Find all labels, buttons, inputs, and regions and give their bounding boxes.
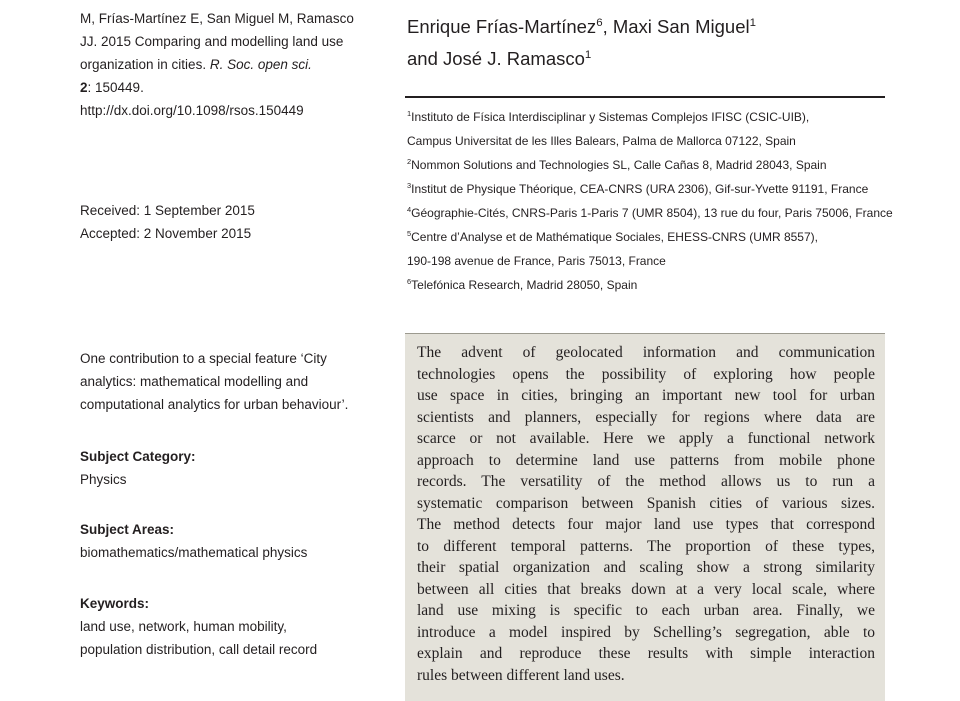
affiliation-line: $^2$Nommon Solutions and Technologies SL, Calle Cañas 8, Madrid 28043, Spain	[407, 157, 827, 172]
abstract-line: approach to determine land use patterns from mobile phone	[417, 451, 875, 469]
citation-line: M, Frías-Martínez E, San Miguel M, Ramasco	[80, 11, 354, 26]
keywords	[80, 592, 317, 661]
doi-link[interactable]: http://dx.doi.org/10.1098/rsos.150449	[80, 103, 304, 118]
keywords-line: population distribution, call detail record	[80, 642, 318, 657]
abstract-line: technologies opens the possibility of exploring how people	[417, 365, 875, 383]
abstract-line: records. The versatility of the method allows us to run a	[417, 473, 875, 490]
feature-line: computational analytics for urban behaviour’.	[80, 397, 349, 412]
abstract-line: scientists and planners, especially for regions where data are	[417, 408, 875, 426]
abstract-line: scarce or not available. Here we apply a functional network	[417, 430, 875, 447]
author-list	[407, 0, 887, 75]
journal-name: R. Soc. open sci.	[209, 57, 312, 72]
subject-category-value: Physics	[80, 472, 127, 487]
abstract-line: explain and reproduce these results with simple interaction	[417, 645, 875, 662]
subject-areas-value: biomathematics/mathematical physics	[80, 545, 308, 560]
abstract-text	[417, 342, 875, 686]
affiliation-line: 190-198 avenue de France, Paris 75013, France	[407, 254, 666, 268]
special-feature-note	[80, 347, 380, 416]
accepted-date: Accepted: 2 November 2015	[80, 226, 252, 241]
abstract-line: between all cities that breaks down at a very local scale, where	[417, 580, 875, 598]
abstract-line: The method detects four major land use types that correspond	[417, 516, 875, 533]
subject-category	[80, 445, 196, 491]
author-line: and José J. Ramasco$^1$	[407, 48, 592, 69]
volume: 2	[80, 80, 88, 95]
citation-line: JJ. 2015 Comparing and modelling land use	[80, 34, 344, 49]
author-line: Enrique Frías-Martínez$^6$, Maxi San Miguel$^1$	[407, 16, 757, 37]
abstract-line: their spatial organization and scaling show a strong similarity	[417, 559, 875, 576]
affiliation-line: $^4$Géographie-Cités, CNRS-Paris 1-Paris 7 (UMR 8504), 13 rue du four, Paris 75006, France	[407, 205, 893, 220]
abstract-line: to different temporal patterns. The proportion of these types,	[417, 537, 875, 555]
abstract-line: land use mixing is specific to each urban area. Finally, we	[417, 602, 875, 619]
citation-line: 2: 150449.	[80, 80, 144, 95]
abstract-line: introduce a model inspired by Schelling’s segregation, able to	[417, 623, 875, 641]
affiliation-line: $^5$Centre d’Analyse et de Mathématique Sociales, EHESS-CNRS (UMR 8557),	[407, 229, 818, 244]
title-divider	[405, 96, 885, 98]
abstract-line: The advent of geolocated information and communication	[417, 344, 875, 361]
keywords-heading: Keywords:	[80, 596, 150, 611]
feature-line: analytics: mathematical modelling and	[80, 374, 309, 389]
affiliations-list	[407, 105, 893, 297]
subject-category-heading: Subject Category:	[80, 449, 196, 464]
subject-areas-heading: Subject Areas:	[80, 522, 175, 537]
keywords-line: land use, network, human mobility,	[80, 619, 287, 634]
subject-areas	[80, 518, 307, 564]
citation-line: organization in cities. R. Soc. open sci.	[80, 57, 312, 72]
dates-block	[80, 199, 255, 245]
abstract-line: rules between different land uses.	[417, 666, 625, 684]
citation-block	[80, 7, 370, 122]
affiliation-line: $^1$Instituto de Física Interdisciplinar y Sistemas Complejos IFISC (CSIC-UIB),	[407, 109, 810, 124]
abstract-line: use space in cities, bringing an important new tool for urban	[417, 387, 875, 404]
received-date: Received: 1 September 2015	[80, 203, 255, 218]
affiliation-line: Campus Universitat de les Illes Balears, Palma de Mallorca 07122, Spain	[407, 134, 796, 148]
feature-line: One contribution to a special feature ‘City	[80, 351, 327, 366]
affiliation-line: $^3$Institut de Physique Théorique, CEA-CNRS (URA 2306), Gif-sur-Yvette 91191, France	[407, 181, 869, 196]
abstract-box	[405, 333, 885, 701]
abstract-line: systematic comparison between Spanish cities of various sizes.	[417, 494, 875, 512]
affiliation-line: $^6$Telefónica Research, Madrid 28050, Spain	[407, 277, 638, 292]
